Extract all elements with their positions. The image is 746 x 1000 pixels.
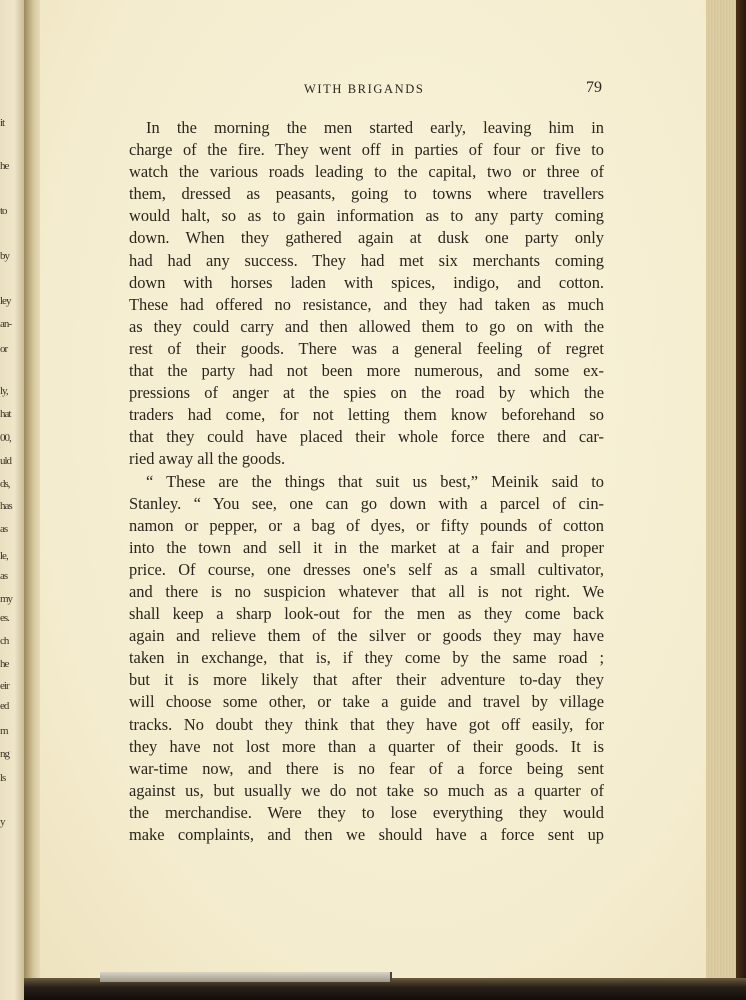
facing-page-fragment: le, <box>0 550 8 562</box>
text-line: “ These are the things that suit us best,” Meinik said to <box>146 471 604 491</box>
text-line: make complaints, and then we should have a force sent up <box>129 825 604 844</box>
text-line: into the town and sell it in the market at a fair and proper <box>129 537 604 557</box>
text-line: that they could have placed their whole force there and car- <box>129 427 604 447</box>
facing-page-fragment: ch <box>0 635 9 647</box>
facing-page-fragment: as <box>0 570 8 582</box>
text-line: down. When they gathered again at dusk one party only <box>129 228 604 248</box>
text-line: In the morning the men started early, leaving him in <box>146 118 604 137</box>
facing-page-edge <box>0 0 24 1000</box>
text-line: charge of the fire. They went off in parties of four or five to <box>129 140 604 160</box>
text-line: These had offered no resistance, and they had taken as much <box>129 294 604 314</box>
facing-page-fragment: or <box>0 343 8 355</box>
text-line: taken in exchange, that is, if they come by the same road ; <box>129 648 604 668</box>
text-line: down with horses laden with spices, indigo, and cotton. <box>129 272 604 292</box>
text-line: but it is more likely that after their adventure to-day they <box>129 670 604 690</box>
bottom-strip <box>100 972 392 982</box>
text-line: traders had come, for not letting them know beforehand so <box>129 405 604 425</box>
text-line: would halt, so as to gain information as to any party coming <box>129 206 604 226</box>
facing-page-fragment: as <box>0 523 8 535</box>
text-line: shall keep a sharp look-out for the men as they come back <box>129 604 604 624</box>
text-line: ried away all the goods. <box>129 449 286 469</box>
book-cover-edge <box>736 0 746 1000</box>
text-line: again and relieve them of the silver or goods they may have <box>129 626 604 646</box>
facing-page-fragment: es. <box>0 612 9 624</box>
text-line: them, dressed as peasants, going to towns where travellers <box>129 184 604 204</box>
facing-page-fragment: ds, <box>0 478 10 490</box>
facing-page-fragment: ley <box>0 295 11 307</box>
facing-page-fragment: he <box>0 658 9 670</box>
text-line: that the party had not been more numerous, and some ex- <box>129 361 604 381</box>
text-line: rest of their goods. There was a general feeling of regret <box>129 338 604 358</box>
facing-page-fragment: it <box>0 117 5 129</box>
facing-page-fragment: ed <box>0 700 9 712</box>
facing-page-fragment: ng <box>0 748 9 760</box>
text-line: they have not lost more than a quarter of their goods. It is <box>129 736 604 756</box>
text-line: as they could carry and then allowed them to go on with the <box>129 316 604 336</box>
facing-page-fragment: an- <box>0 318 12 330</box>
text-line: against us, but usually we do not take so much as a quarter of <box>129 780 604 800</box>
text-line: war-time now, and there is no fear of a force being sent <box>129 758 604 778</box>
facing-page-fragment: uld <box>0 455 12 467</box>
running-head-title: WITH BRIGANDS <box>304 82 425 96</box>
facing-page-fragment: m <box>0 725 8 737</box>
text-line: tracks. No doubt they think that they have got off easily, for <box>129 714 604 734</box>
facing-page-fragment: to <box>0 205 7 217</box>
running-head <box>0 79 746 100</box>
text-line: price. Of course, one dresses one's self as a small cultivator, <box>129 559 604 579</box>
page-number: 79 <box>586 79 602 96</box>
text-line: namon or pepper, or a bag of dyes, or fifty pounds of cotton <box>129 515 604 535</box>
text-line: pressions of anger at the spies on the road by which the <box>129 383 604 403</box>
text-line: Stanley. “ You see, one can go down with a parcel of cin- <box>129 493 604 513</box>
facing-page-fragment: hat <box>0 408 11 420</box>
facing-page-fragment: ly, <box>0 385 8 397</box>
text-line: will choose some other, or take a guide and travel by village <box>129 692 604 712</box>
text-line: had had any success. They had met six merchants coming <box>129 250 604 270</box>
text-line: the merchandise. Were they to lose everything they would <box>129 802 604 822</box>
facing-page-fragment: by <box>0 250 9 262</box>
body-text <box>129 117 604 846</box>
facing-page-fragment: ls <box>0 772 6 784</box>
text-line: and there is no suspicion whatever that all is not right. We <box>129 581 604 601</box>
facing-page-fragment: has <box>0 500 12 512</box>
facing-page-fragment: my <box>0 593 13 605</box>
facing-page-fragment: he <box>0 160 9 172</box>
facing-page-fragment: 00, <box>0 432 11 444</box>
text-line: watch the various roads leading to the capital, two or three of <box>129 162 604 182</box>
facing-page-fragment: eir <box>0 680 9 692</box>
facing-page-fragment: y <box>0 816 5 828</box>
